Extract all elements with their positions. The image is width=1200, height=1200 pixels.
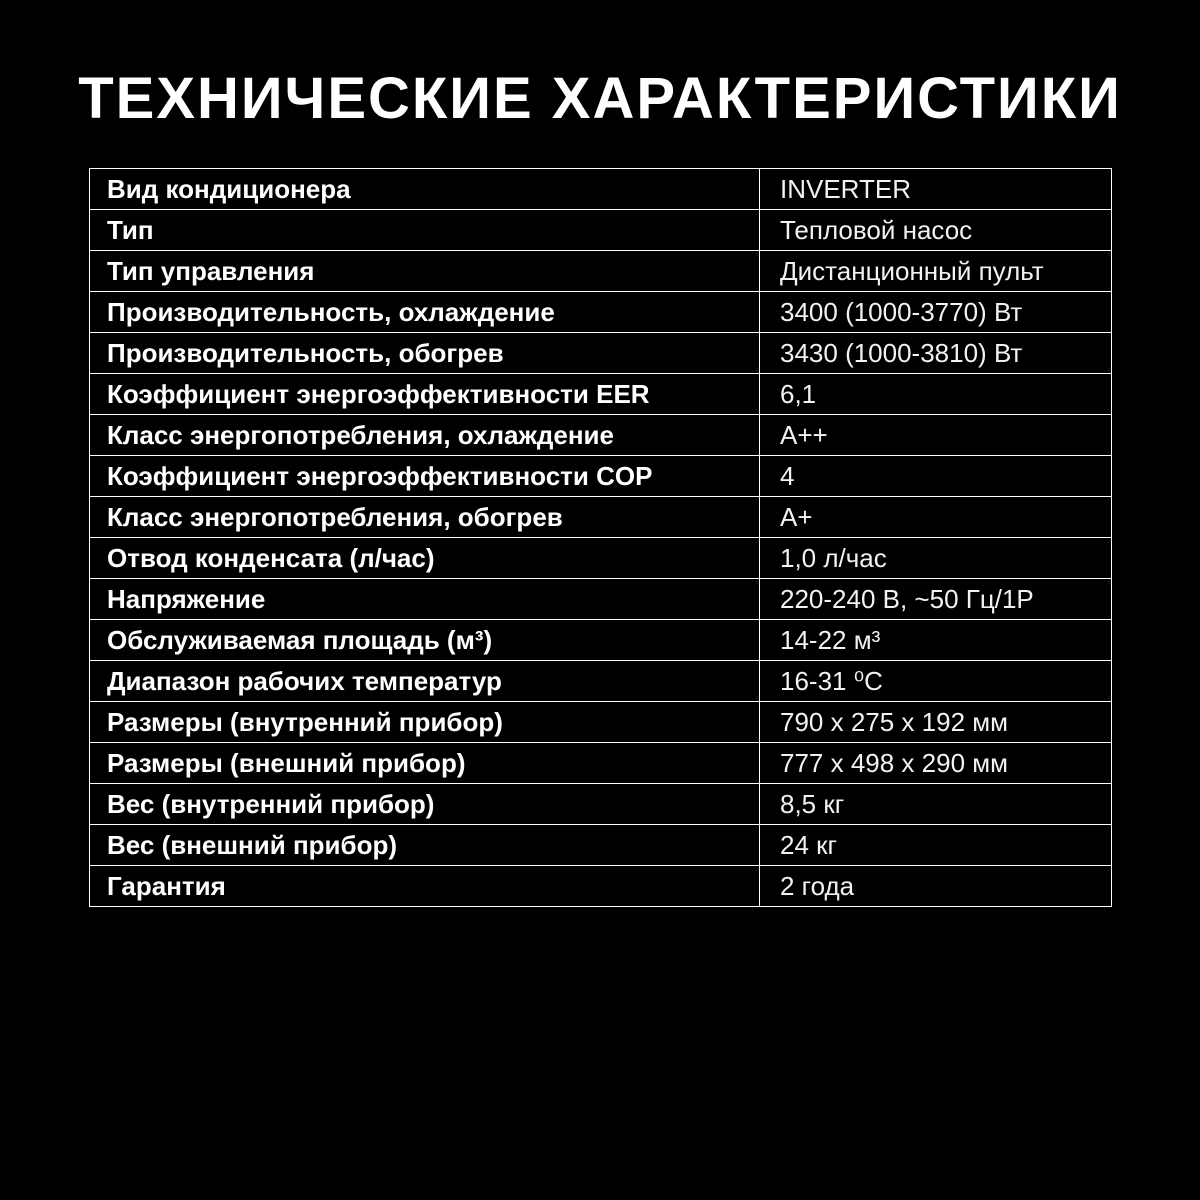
spec-label: Диапазон рабочих температур: [90, 661, 760, 702]
spec-label: Коэффициент энергоэффективности COP: [90, 456, 760, 497]
spec-label: Обслуживаемая площадь (м³): [90, 620, 760, 661]
spec-value: 3430 (1000-3810) Вт: [760, 333, 1112, 374]
spec-value: 1,0 л/час: [760, 538, 1112, 579]
spec-value: 16-31 ⁰C: [760, 661, 1112, 702]
spec-label: Вес (внешний прибор): [90, 825, 760, 866]
spec-label: Класс энергопотребления, охлаждение: [90, 415, 760, 456]
spec-label: Производительность, охлаждение: [90, 292, 760, 333]
spec-label: Класс энергопотребления, обогрев: [90, 497, 760, 538]
spec-label: Вид кондиционера: [90, 169, 760, 210]
spec-value: 8,5 кг: [760, 784, 1112, 825]
table-row: [90, 292, 1112, 333]
spec-value: A+: [760, 497, 1112, 538]
spec-label: Тип управления: [90, 251, 760, 292]
table-row: [90, 169, 1112, 210]
table-row: [90, 702, 1112, 743]
table-row: [90, 210, 1112, 251]
spec-label: Вес (внутренний прибор): [90, 784, 760, 825]
table-row: [90, 661, 1112, 702]
spec-value: 6,1: [760, 374, 1112, 415]
spec-label: Отвод конденсата (л/час): [90, 538, 760, 579]
spec-label: Гарантия: [90, 866, 760, 907]
table-row: [90, 374, 1112, 415]
spec-label: Напряжение: [90, 579, 760, 620]
spec-value: 3400 (1000-3770) Вт: [760, 292, 1112, 333]
table-row: [90, 825, 1112, 866]
spec-value: 777 x 498 x 290 мм: [760, 743, 1112, 784]
spec-value: 4: [760, 456, 1112, 497]
spec-value: 24 кг: [760, 825, 1112, 866]
spec-label: Коэффициент энергоэффективности EER: [90, 374, 760, 415]
spec-value: 220-240 В, ~50 Гц/1Р: [760, 579, 1112, 620]
spec-value: 14-22 м³: [760, 620, 1112, 661]
table-row: [90, 784, 1112, 825]
spec-label: Размеры (внутренний прибор): [90, 702, 760, 743]
table-row: [90, 579, 1112, 620]
table-row: [90, 538, 1112, 579]
spec-value: INVERTER: [760, 169, 1112, 210]
spec-value: Дистанционный пульт: [760, 251, 1112, 292]
table-row: [90, 415, 1112, 456]
spec-value: A++: [760, 415, 1112, 456]
table-row: [90, 497, 1112, 538]
spec-value: Тепловой насос: [760, 210, 1112, 251]
table-row: [90, 251, 1112, 292]
table-row: [90, 620, 1112, 661]
page-title: ТЕХНИЧЕСКИЕ ХАРАКТЕРИСТИКИ: [78, 66, 1122, 131]
spec-value: 790 x 275 x 192 мм: [760, 702, 1112, 743]
spec-table: [89, 168, 1112, 907]
spec-value: 2 года: [760, 866, 1112, 907]
table-row: [90, 743, 1112, 784]
spec-label: Производительность, обогрев: [90, 333, 760, 374]
table-row: [90, 456, 1112, 497]
table-row: [90, 866, 1112, 907]
spec-label: Размеры (внешний прибор): [90, 743, 760, 784]
spec-label: Тип: [90, 210, 760, 251]
table-row: [90, 333, 1112, 374]
